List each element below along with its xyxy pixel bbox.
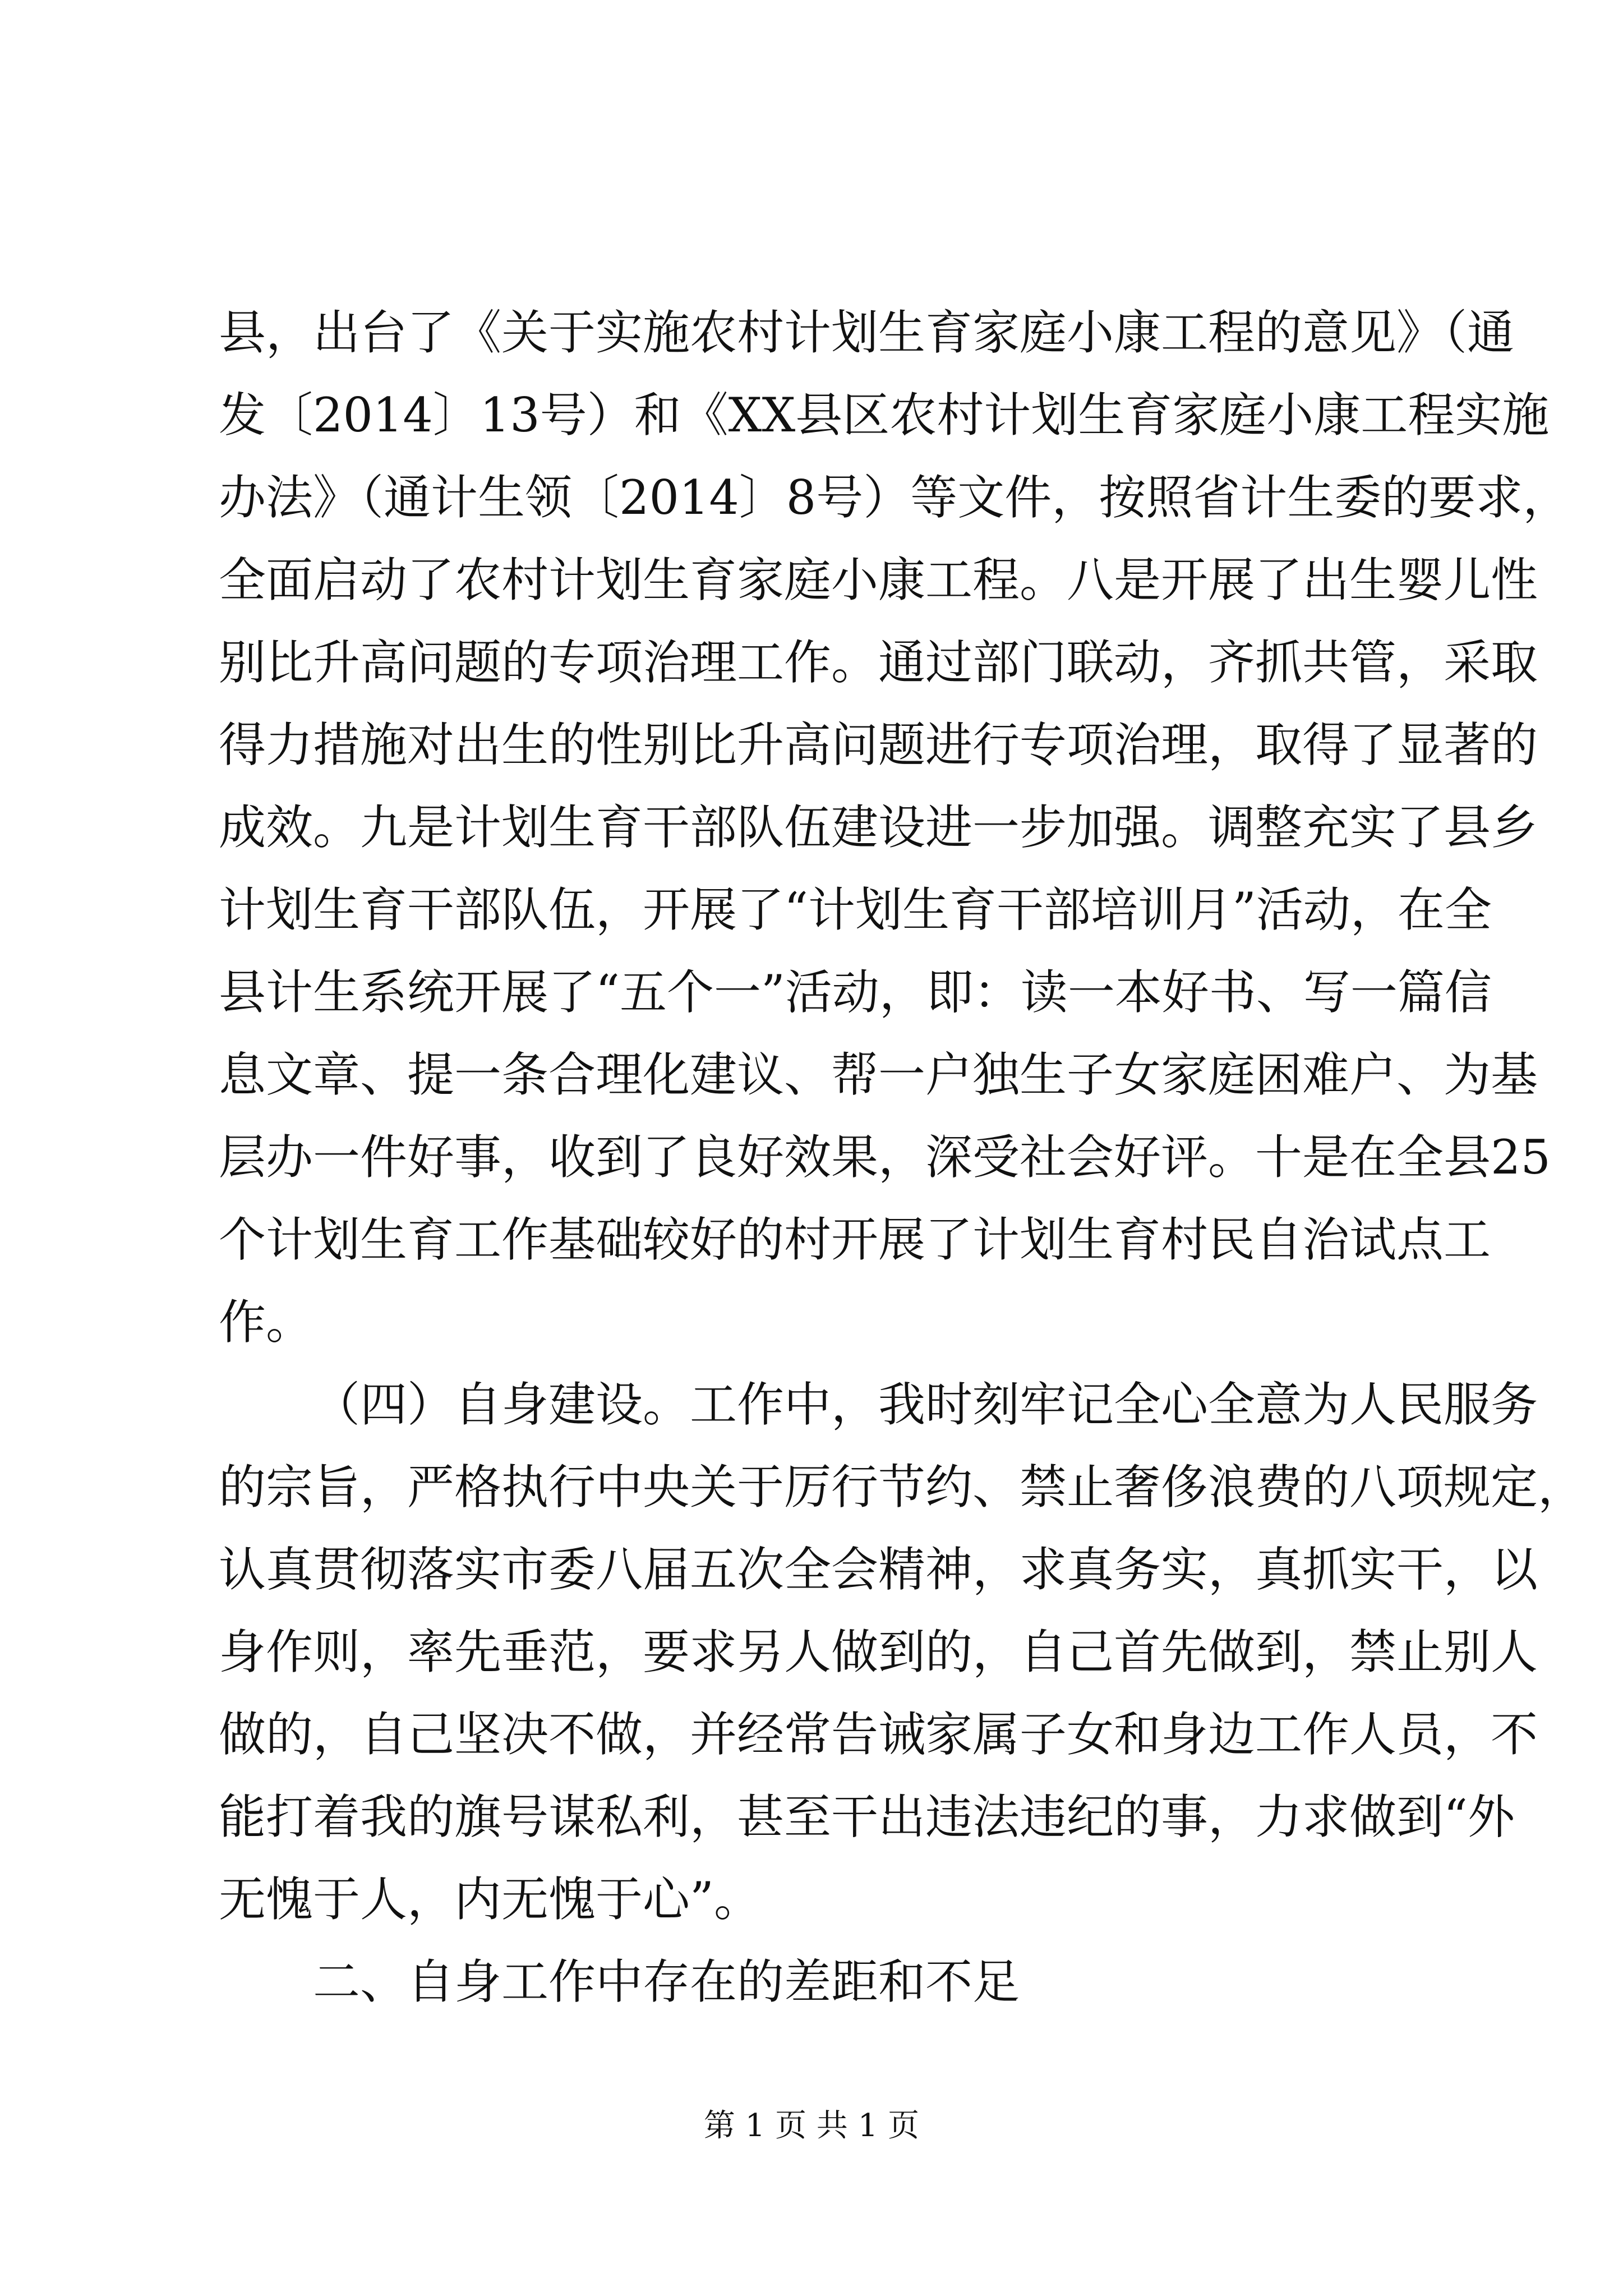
text-line: 成效。九是计划生育干部队伍建设进一步加强。调整充实了县乡: [219, 800, 1538, 855]
text-line: 能打着我的旗号谋私利，甚至干出违法违纪的事，力求做到“外: [219, 1789, 1515, 1844]
text-line: 发〔2014〕13号）和《XX县区农村计划生育家庭小康工程实施: [219, 388, 1550, 443]
text-line: 无愧于人，内无愧于心”。: [219, 1872, 761, 1927]
text-line: （四）自身建设。工作中，我时刻牢记全心全意为人民服务: [313, 1377, 1538, 1432]
page-number-footer: 第 1 页 共 1 页: [703, 2108, 920, 2144]
text-line: 层办一件好事，收到了良好效果，深受社会好评。十是在全县25: [219, 1130, 1551, 1185]
text-line: 认真贯彻落实市委八届五次全会精神，求真务实，真抓实干，以: [219, 1542, 1538, 1597]
paragraph-1: [219, 292, 1570, 1364]
text-line: 计划生育干部队伍，开展了“计划生育干部培训月”活动，在全: [219, 882, 1492, 937]
text-line: 县计生系统开展了“五个一”活动，即：读一本好书、写一篇信: [219, 965, 1492, 1020]
text-line: 别比升高问题的专项治理工作。通过部门联动，齐抓共管，采取: [219, 635, 1538, 690]
text-line: 做的，自己坚决不做，并经常告诫家属子女和身边工作人员，不: [219, 1707, 1538, 1762]
section-heading: 二、自身工作中存在的差距和不足: [313, 1954, 1020, 2009]
text-line: 县，出台了《关于实施农村计划生育家庭小康工程的意见》（通: [219, 305, 1515, 360]
text-line: 息文章、提一条合理化建议、帮一户独生子女家庭困难户、为基: [219, 1047, 1538, 1102]
text-line: 作。: [219, 1295, 313, 1350]
text-line: 的宗旨，严格执行中央关于厉行节约、禁止奢侈浪费的八项规定，: [219, 1460, 1585, 1515]
paragraph-2: [219, 1364, 1585, 1941]
text-line: 个计划生育工作基础较好的村开展了计划生育村民自治试点工: [219, 1212, 1491, 1267]
text-line: 身作则，率先垂范，要求另人做到的，自己首先做到，禁止别人: [219, 1625, 1538, 1680]
document-body: [219, 292, 1585, 2023]
text-line: 全面启动了农村计划生育家庭小康工程。八是开展了出生婴儿性: [219, 553, 1538, 608]
text-line: 办法》（通计生领〔2014〕8号）等文件，按照省计生委的要求，: [219, 470, 1570, 525]
text-line: 得力措施对出生的性别比升高问题进行专项治理，取得了显著的: [219, 717, 1538, 772]
